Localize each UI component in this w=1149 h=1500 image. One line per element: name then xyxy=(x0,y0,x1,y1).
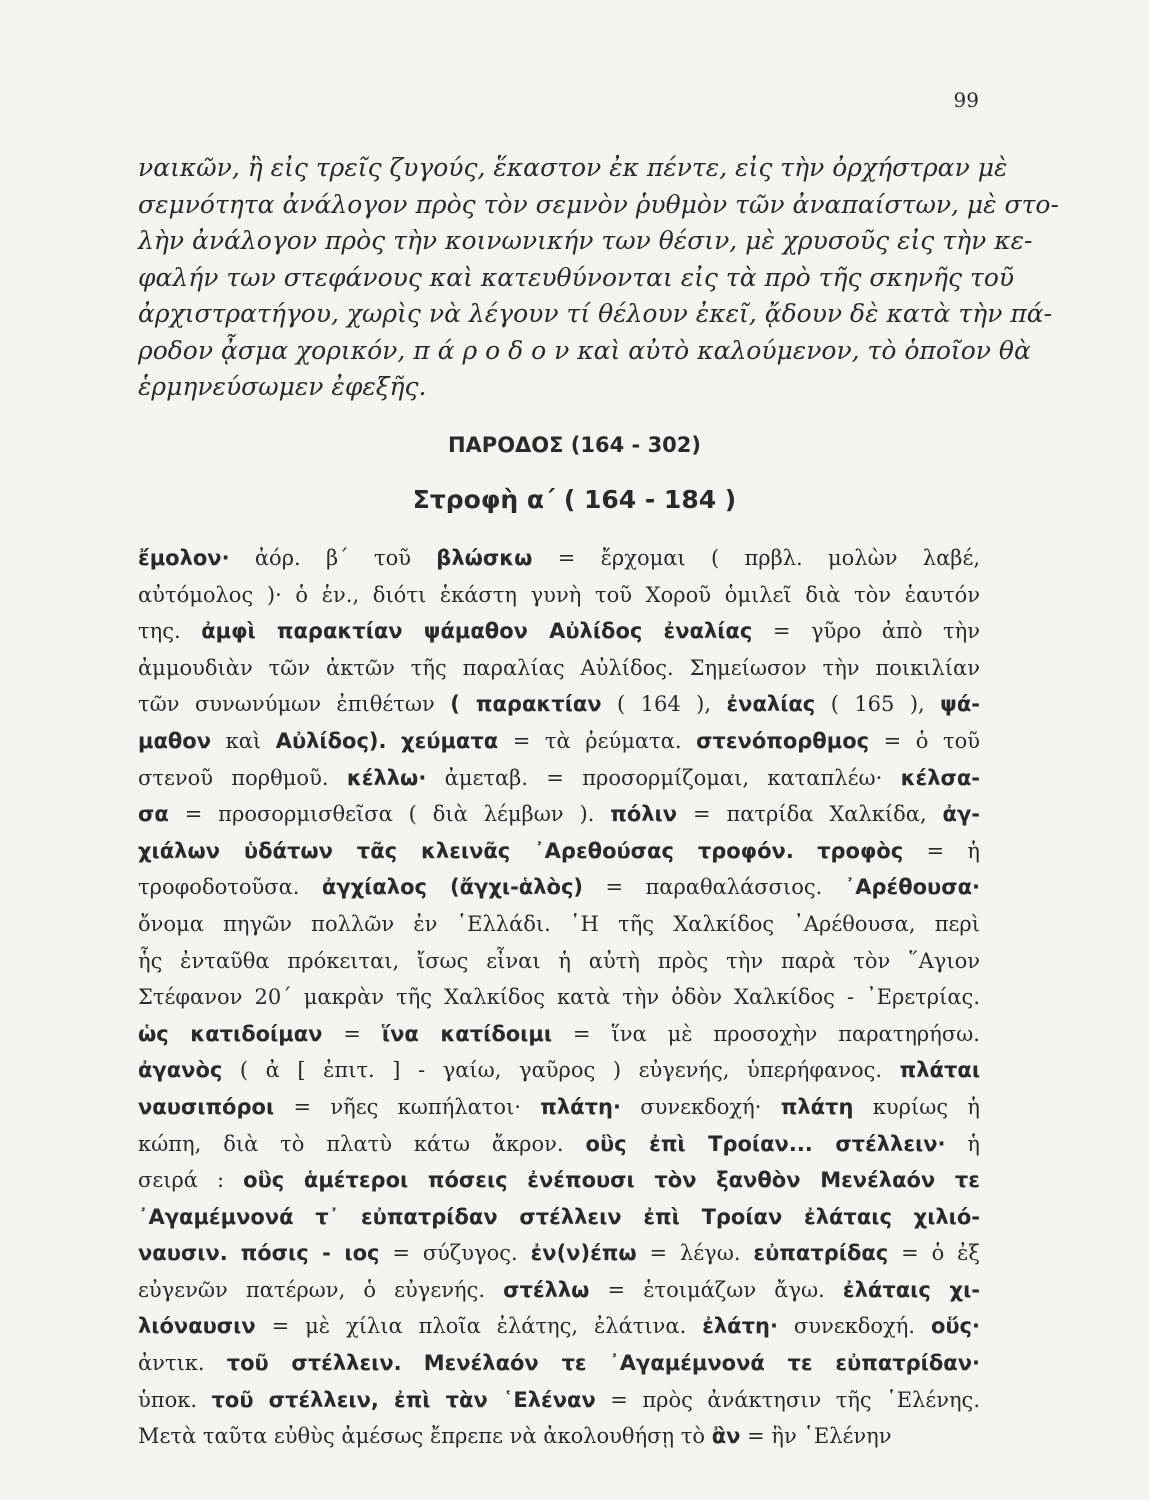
lemma-term: λιόναυσιν xyxy=(138,1314,256,1339)
lemma-term: τοῦ στέλλειν. xyxy=(226,1351,402,1376)
lemma-term: πόσις - ιος xyxy=(240,1241,380,1266)
lemma-term: πλάτη· xyxy=(540,1094,621,1119)
commentary-line xyxy=(138,577,980,614)
gloss-text: στενοῦ πορθμοῦ. xyxy=(138,765,347,790)
commentary-line xyxy=(138,869,980,906)
gloss-text: ἧς ἐνταῦθα πρόκειται, ἴσως εἶναι ἡ αὐτὴ πρὸς τὴν παρὰ τὸν ῞Αγιον xyxy=(138,948,980,973)
lemma-term: ἐν(ν)έπω xyxy=(530,1241,637,1266)
intro-line: ἀρχιστρατήγου, χωρὶς νὰ λέγουν τί θέλουν ἐκεῖ, ᾄδουν δὲ κατὰ τὴν πά- xyxy=(138,299,1053,328)
lemma-term: ὡς κατιδοίμαν xyxy=(138,1021,323,1046)
gloss-text: = ἡ xyxy=(903,838,980,863)
commentary-line xyxy=(138,1382,980,1419)
gloss-text: = γῦρο ἀπὸ τὴν xyxy=(752,619,980,644)
commentary-line xyxy=(138,1016,980,1053)
lemma-term: Αὐλίδος). xyxy=(275,728,387,753)
intro-line: ροδον ᾆσμα χορικόν, π ά ρ ο δ ο ν καὶ αὐτὸ καλούμενον, τὸ ὁποῖον θὰ xyxy=(138,335,1031,365)
lemma-term: πλάται xyxy=(899,1058,980,1083)
lemma-term: βλώσκω xyxy=(436,546,533,570)
lemma-term: ἀγανὸς xyxy=(138,1058,223,1083)
gloss-text: ἀόρ. β΄ τοῦ xyxy=(229,546,437,570)
lemma-term: τροφὸς xyxy=(817,838,904,863)
lemma-term: στέλλω xyxy=(503,1277,590,1302)
gloss-text: της. xyxy=(138,619,202,644)
lemma-term: ἂν xyxy=(711,1424,741,1449)
lemma-term: ἀγχίαλος (ἄγχι-ἁλὸς) xyxy=(321,875,583,900)
commentary-line xyxy=(138,1052,980,1089)
lemma-term: κέλσα- xyxy=(900,765,980,790)
gloss-text: = παραθαλάσσιος. xyxy=(583,875,845,900)
commentary-line xyxy=(138,1089,980,1126)
gloss-text: συνεκδοχή. xyxy=(777,1314,931,1339)
lemma-term: ἀμφὶ παρακτίαν ψάμαθον Αὐλίδος ἐναλίας xyxy=(201,619,753,644)
commentary-text xyxy=(138,540,980,1455)
commentary-line xyxy=(138,833,980,870)
commentary-line xyxy=(138,1345,980,1382)
lemma-term: Μενέλαόν τε ᾿Αγαμέμνονά τε εὐπατρίδαν· xyxy=(423,1351,980,1376)
lemma-term: ναυσιπόροι xyxy=(138,1094,275,1119)
gloss-text: ὄνομα πηγῶν πολλῶν ἐν ῾Ελλάδι. ῾Η τῆς Χαλκίδος ᾿Αρέθουσα, περὶ xyxy=(138,911,980,936)
lemma-term: σα xyxy=(138,802,169,827)
commentary-line xyxy=(138,650,980,687)
gloss-text: = νῆες κωπήλατοι· xyxy=(274,1094,541,1119)
gloss-text: = xyxy=(322,1021,382,1046)
gloss-text: ὑποκ. xyxy=(138,1387,212,1412)
gloss-text: ἀντικ. xyxy=(138,1351,227,1376)
gloss-text: = ὁ ἐξ xyxy=(888,1241,980,1266)
lemma-term: τοῦ στέλλειν, ἐπὶ τὰν ῾Ελέναν xyxy=(211,1387,596,1412)
commentary-line xyxy=(138,796,980,833)
gloss-text: τροφοδοτοῦσα. xyxy=(138,875,322,900)
lemma-term: ἵνα κατίδοιμι xyxy=(381,1021,552,1046)
lemma-term: ψά- xyxy=(940,692,980,717)
gloss-text: = ὁ τοῦ xyxy=(869,728,980,753)
intro-line: φαλήν των στεφάνους καὶ κατευθύνονται εἰς τὰ πρὸ τῆς σκηνῆς τοῦ xyxy=(138,262,1015,292)
lemma-term: οὓς ἁμέτεροι πόσεις ἐνέπουσι τὸν ξανθὸν Μενέλαόν τε xyxy=(243,1168,980,1193)
lemma-term: μαθον xyxy=(138,728,212,753)
lemma-term: ᾿Αγαμέμνονά τ᾿ εὐπατρίδαν στέλλειν ἐπὶ Τροίαν ἐλάταις χιλιό- xyxy=(138,1204,980,1229)
gloss-text: Μετὰ ταῦτα εὐθὺς ἀμέσως ἔπρεπε νὰ ἀκολουθήσῃ τὸ xyxy=(138,1424,712,1449)
lemma-term: ἔμολον· xyxy=(138,546,230,570)
gloss-text: = λέγω. xyxy=(636,1241,754,1266)
section-heading-strophe: Στροφὴ α΄ ( 164 - 184 ) xyxy=(412,485,737,514)
lemma-term: χιάλων ὑδάτων τᾶς κλεινᾶς ᾿Αρεθούσας τροφόν. xyxy=(138,838,794,863)
gloss-text xyxy=(386,729,401,753)
commentary-line xyxy=(138,613,980,650)
gloss-text xyxy=(794,839,817,863)
intro-line: σεμνότητα ἀνάλογον πρὸς τὸν σεμνὸν ῥυθμὸν τῶν ἀναπαίστων, μὲ στο- xyxy=(138,189,1059,219)
gloss-text: Στέφανον 20΄ μακρὰν τῆς Χαλκίδος κατὰ τὴν ὁδὸν Χαλκίδος - ᾿Ερετρίας. xyxy=(138,985,980,1010)
lemma-term: κέλλω· xyxy=(346,765,427,790)
lemma-term: ναυσιν. xyxy=(138,1241,228,1266)
gloss-text: αὐτόμολος )· ὁ ἑν., διότι ἑκάστη γυνὴ τοῦ Χοροῦ ὁμιλεῖ διὰ τὸν ἑαυτόν xyxy=(138,582,980,607)
gloss-text: = τὰ ῥεύματα. xyxy=(498,728,697,753)
intro-line: λὴν ἀνάλογον πρὸς τὴν κοινωνικήν των θέσιν, μὲ χρυσοῦς εἰς τὴν κε- xyxy=(138,226,1033,255)
commentary-line xyxy=(138,1418,980,1455)
intro-line: ναικῶν, ἢ εἰς τρεῖς ζυγούς, ἕκαστον ἐκ πέντε, εἰς τὴν ὀρχήστραν μὲ xyxy=(138,153,1008,182)
commentary-line xyxy=(138,1126,980,1163)
commentary-line xyxy=(138,943,980,980)
gloss-text: ἀμεταβ. = προσορμίζομαι, καταπλέω· xyxy=(426,765,901,790)
commentary-line xyxy=(138,540,980,577)
gloss-text xyxy=(402,1351,424,1375)
gloss-text: κυρίως ἡ xyxy=(853,1094,980,1119)
lemma-term: εὐπατρίδας xyxy=(753,1241,889,1266)
gloss-text: ἀμμουδιὰν τῶν ἀκτῶν τῆς παραλίας Αὐλίδος. Σημείωσον τὴν ποικιλίαν xyxy=(138,655,980,680)
gloss-text: ( 164 ), xyxy=(601,692,727,717)
gloss-text: = μὲ χίλια πλοῖα ἐλάτης, ἐλάτινα. xyxy=(255,1314,703,1339)
intro-paragraph xyxy=(138,150,1059,406)
lemma-term: χεύματα xyxy=(401,728,499,753)
gloss-text: συνεκδοχή· xyxy=(620,1094,781,1119)
commentary-line xyxy=(138,1199,980,1236)
gloss-text: = ἔρχομαι ( πρβλ. μολὼν λαβέ, xyxy=(532,546,980,570)
commentary-line xyxy=(138,906,980,943)
lemma-term: στενόπορθμος xyxy=(696,728,870,753)
gloss-text: = προσορμισθεῖσα ( διὰ λέμβων ). xyxy=(168,802,611,827)
lemma-term: οὕς· xyxy=(930,1314,980,1339)
gloss-text: ἡ xyxy=(945,1131,980,1156)
commentary-line xyxy=(138,686,980,723)
gloss-text: = ἑτοιμάζων ἄγω. xyxy=(589,1277,843,1302)
intro-line: ἑρμηνεύσωμεν ἐφεξῆς. xyxy=(138,372,427,401)
gloss-text: = πατρίδα Χαλκίδα, xyxy=(677,802,943,827)
lemma-term: ἐναλίας xyxy=(726,692,816,717)
commentary-line xyxy=(138,760,980,797)
gloss-text xyxy=(228,1241,241,1265)
lemma-term: ( παρακτίαν xyxy=(450,692,602,717)
gloss-text: = πρὸς ἀνάκτησιν τῆς ῾Ελένης. xyxy=(595,1387,980,1412)
gloss-text: ( ἀ [ ἐπιτ. ] - γαίω, γαῦρος ) εὐγενής, ὑπερήφανος. xyxy=(222,1058,900,1083)
gloss-text: καὶ xyxy=(211,728,276,753)
lemma-term: πόλιν xyxy=(610,802,678,827)
section-heading-parodos: ΠΑΡΟΔΟΣ (164 - 302) xyxy=(447,433,702,457)
gloss-text: τῶν συνωνύμων ἐπιθέτων xyxy=(138,692,451,717)
gloss-text: εὐγενῶν πατέρων, ὁ εὐγενής. xyxy=(138,1277,504,1302)
lemma-term: ἀγ- xyxy=(942,802,980,827)
commentary-line xyxy=(138,1162,980,1199)
commentary-line xyxy=(138,1272,980,1309)
lemma-term: πλάτη xyxy=(780,1094,854,1119)
gloss-text: σειρά : xyxy=(138,1168,244,1193)
gloss-text: = ἣν ῾Ελένην xyxy=(740,1424,892,1449)
lemma-term: ἐλάταις χι- xyxy=(842,1277,980,1302)
lemma-term: ἐλάτη· xyxy=(702,1314,778,1339)
gloss-text: κώπη, διὰ τὸ πλατὺ κάτω ἄκρον. xyxy=(138,1131,586,1156)
commentary-line xyxy=(138,979,980,1016)
commentary-line xyxy=(138,723,980,760)
lemma-term: οὓς ἐπὶ Τροίαν... στέλλειν· xyxy=(585,1131,946,1156)
gloss-text: ( 165 ), xyxy=(815,692,941,717)
gloss-text: = ἵνα μὲ προσοχὴν παρατηρήσω. xyxy=(552,1021,980,1046)
commentary-line xyxy=(138,1235,980,1272)
lemma-term: ᾿Αρέθουσα· xyxy=(844,875,980,900)
page-number: 99 xyxy=(953,88,979,112)
gloss-text: = σύζυγος. xyxy=(379,1241,531,1266)
commentary-line xyxy=(138,1308,980,1345)
